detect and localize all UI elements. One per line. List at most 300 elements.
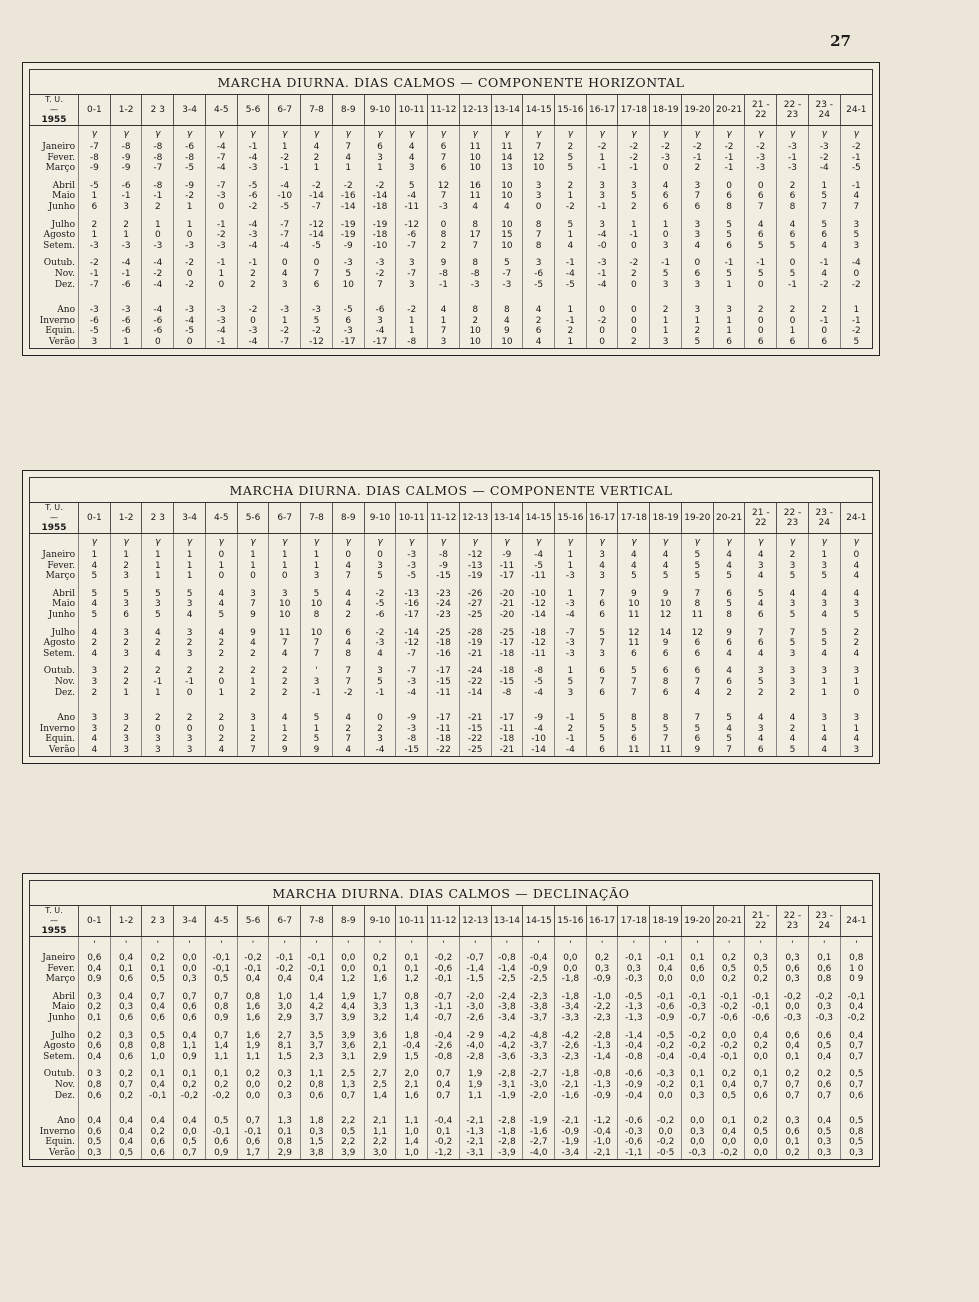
- value-cell: 10: [650, 599, 682, 610]
- hour-header: 22 - 23: [777, 906, 809, 937]
- spacer-cell: [364, 582, 396, 589]
- value-cell: -3: [396, 561, 428, 572]
- value-cell: 6: [713, 241, 745, 252]
- value-cell: -12: [459, 550, 491, 561]
- value-cell: 8: [459, 305, 491, 316]
- value-cell: 10: [491, 191, 523, 202]
- unit-symbol: γ: [428, 534, 460, 551]
- value-cell: 9: [713, 628, 745, 639]
- spacer-cell: [110, 174, 142, 181]
- page-number: 27: [830, 32, 851, 50]
- value-cell: 1: [555, 550, 587, 561]
- value-cell: 1: [586, 153, 618, 164]
- unit-symbol: γ: [142, 126, 174, 143]
- unit-symbol: ': [332, 937, 364, 954]
- value-cell: -5: [237, 181, 269, 192]
- value-cell: 0,1: [777, 1137, 809, 1148]
- spacer-cell: [555, 213, 587, 220]
- value-cell: 6: [364, 142, 396, 153]
- value-cell: 4: [269, 269, 301, 280]
- value-cell: -6: [110, 326, 142, 337]
- spacer-cell: [396, 621, 428, 628]
- spacer-cell: [30, 213, 79, 220]
- value-cell: 2: [205, 666, 237, 677]
- value-cell: 0,7: [174, 992, 206, 1003]
- value-cell: -0,6: [745, 1013, 777, 1024]
- value-cell: -2: [586, 142, 618, 153]
- spacer-cell: [459, 621, 491, 628]
- hour-header: 5-6: [237, 906, 269, 937]
- spacer-cell: [428, 1062, 460, 1069]
- tu-dash: —: [50, 916, 58, 925]
- value-cell: -4: [840, 258, 872, 269]
- value-cell: 1: [269, 561, 301, 572]
- value-cell: 0,5: [745, 964, 777, 975]
- value-cell: 0: [618, 305, 650, 316]
- value-cell: 4: [650, 550, 682, 561]
- value-cell: 0,5: [79, 1137, 111, 1148]
- hour-header: 2 3: [142, 95, 174, 126]
- value-cell: -7: [396, 269, 428, 280]
- value-cell: 4: [79, 649, 111, 660]
- value-cell: -11: [396, 202, 428, 213]
- value-cell: 3: [110, 628, 142, 639]
- value-cell: -1,8: [491, 1127, 523, 1138]
- value-cell: 6: [681, 638, 713, 649]
- spacer-cell: [681, 213, 713, 220]
- spacer-cell: [332, 621, 364, 628]
- value-cell: 0,2: [713, 953, 745, 964]
- table-row: [30, 992, 872, 1003]
- value-cell: 6: [428, 163, 460, 174]
- value-cell: 1: [237, 677, 269, 688]
- value-cell: 0,4: [269, 974, 301, 985]
- value-cell: 0,7: [777, 1080, 809, 1091]
- value-cell: 0: [269, 571, 301, 582]
- value-cell: -8: [142, 142, 174, 153]
- value-cell: 3: [650, 280, 682, 291]
- value-cell: 4: [650, 561, 682, 572]
- value-cell: 0,7: [332, 1091, 364, 1102]
- value-cell: -2: [142, 269, 174, 280]
- value-cell: 1: [396, 326, 428, 337]
- unit-symbol: γ: [332, 126, 364, 143]
- value-cell: -15: [459, 724, 491, 735]
- value-cell: -9: [110, 163, 142, 174]
- value-cell: -0,3: [681, 1148, 713, 1159]
- spacer-cell: [142, 1101, 174, 1116]
- table-row: [30, 638, 872, 649]
- value-cell: 1: [205, 561, 237, 572]
- hour-header: 3-4: [174, 503, 206, 534]
- value-cell: 1: [110, 230, 142, 241]
- value-cell: -0·5: [650, 1148, 682, 1159]
- value-cell: 10: [269, 599, 301, 610]
- value-cell: 5: [301, 589, 333, 600]
- spacer-cell: [586, 174, 618, 181]
- spacer-cell: [428, 621, 460, 628]
- spacer-cell: [301, 698, 333, 713]
- spacer-cell: [745, 1101, 777, 1116]
- value-cell: 9: [650, 589, 682, 600]
- value-cell: 6: [332, 628, 364, 639]
- table-vertical-component: [22, 470, 880, 764]
- value-cell: -4: [237, 153, 269, 164]
- unit-symbol: ': [79, 937, 111, 954]
- value-cell: 1,4: [364, 1091, 396, 1102]
- value-cell: -4: [237, 220, 269, 231]
- value-cell: 2: [618, 269, 650, 280]
- spacer-cell: [301, 659, 333, 666]
- value-cell: 0,0: [745, 1137, 777, 1148]
- value-cell: -5: [79, 181, 111, 192]
- spacer-cell: [777, 659, 809, 666]
- value-cell: 0: [142, 230, 174, 241]
- value-cell: 2,1: [396, 1080, 428, 1091]
- value-cell: -3: [396, 724, 428, 735]
- row-label: Nov.: [54, 676, 75, 687]
- value-cell: 0,4: [79, 1116, 111, 1127]
- value-cell: -2: [840, 326, 872, 337]
- value-cell: -3,8: [523, 1002, 555, 1013]
- table-row: [30, 1069, 872, 1080]
- value-cell: 0: [777, 258, 809, 269]
- spacer-cell: [840, 174, 872, 181]
- value-cell: 3: [364, 734, 396, 745]
- spacer-cell: [269, 251, 301, 258]
- value-cell: -3,9: [491, 1148, 523, 1159]
- value-cell: 1,1: [237, 1052, 269, 1063]
- value-cell: 2: [777, 688, 809, 699]
- spacer-cell: [205, 213, 237, 220]
- table-row: [30, 571, 872, 582]
- tu-year-header: [30, 503, 79, 534]
- value-cell: -5: [269, 202, 301, 213]
- hour-header: 14-15: [523, 503, 555, 534]
- spacer-cell: [713, 1101, 745, 1116]
- spacer-cell: [174, 1101, 206, 1116]
- hour-header: 18-19: [650, 503, 682, 534]
- value-cell: 0,4: [142, 1002, 174, 1013]
- value-cell: -9: [332, 241, 364, 252]
- value-cell: -20: [491, 610, 523, 621]
- value-cell: -3: [79, 241, 111, 252]
- value-cell: -2,5: [523, 974, 555, 985]
- value-cell: 1: [650, 326, 682, 337]
- value-cell: 9: [618, 589, 650, 600]
- table-title: MARCHA DIURNA. DIAS CALMOS — DECLINAÇÃO: [30, 881, 872, 906]
- value-cell: -7: [396, 649, 428, 660]
- value-cell: 0,5: [713, 1091, 745, 1102]
- unit-symbol: γ: [523, 534, 555, 551]
- value-cell: -2: [332, 688, 364, 699]
- value-cell: 9: [237, 628, 269, 639]
- value-cell: 10: [459, 326, 491, 337]
- unit-symbol: ': [174, 937, 206, 954]
- value-cell: 0,1: [396, 964, 428, 975]
- value-cell: -7: [269, 220, 301, 231]
- value-cell: 0,6: [840, 1091, 872, 1102]
- value-cell: 2: [269, 688, 301, 699]
- value-cell: -2,1: [555, 1080, 587, 1091]
- row-label: Setem.: [43, 240, 75, 251]
- value-cell: 4: [205, 745, 237, 756]
- spacer-cell: [777, 582, 809, 589]
- spacer-cell: [745, 1024, 777, 1031]
- value-cell: 3,0: [364, 1148, 396, 1159]
- row-label: Verão: [48, 1147, 75, 1158]
- value-cell: -4: [174, 316, 206, 327]
- value-cell: 5: [618, 571, 650, 582]
- value-cell: -3,7: [523, 1013, 555, 1024]
- value-cell: -1: [555, 734, 587, 745]
- value-cell: -0,6: [618, 1069, 650, 1080]
- spacer-cell: [110, 698, 142, 713]
- value-cell: 3: [174, 628, 206, 639]
- value-cell: 0,7: [237, 1116, 269, 1127]
- value-cell: 2: [745, 305, 777, 316]
- spacer-cell: [30, 1024, 79, 1031]
- table-row: [30, 1031, 872, 1042]
- unit-symbol: γ: [745, 126, 777, 143]
- value-cell: 6: [586, 688, 618, 699]
- value-cell: 1: [808, 724, 840, 735]
- table-row: [30, 305, 872, 316]
- spacer-cell: [808, 1062, 840, 1069]
- spacer-cell: [523, 582, 555, 589]
- value-cell: -9: [396, 713, 428, 724]
- hour-header: 6-7: [269, 95, 301, 126]
- value-cell: -12: [396, 638, 428, 649]
- value-cell: 3: [840, 745, 872, 756]
- unit-symbol: ': [681, 937, 713, 954]
- value-cell: 7: [332, 666, 364, 677]
- value-cell: -4: [269, 241, 301, 252]
- unit-row: [30, 534, 872, 551]
- spacer-cell: [840, 985, 872, 992]
- value-cell: 6: [681, 202, 713, 213]
- spacer-cell: [618, 1062, 650, 1069]
- spacer-cell: [30, 1101, 79, 1116]
- value-cell: -7: [269, 337, 301, 348]
- value-cell: -5: [396, 571, 428, 582]
- value-cell: 1: [555, 666, 587, 677]
- value-cell: 1,1: [364, 1127, 396, 1138]
- unit-symbol: γ: [808, 126, 840, 143]
- value-cell: 5: [618, 666, 650, 677]
- value-cell: 0,4: [110, 1116, 142, 1127]
- value-cell: -1,3: [586, 1080, 618, 1091]
- spacer-cell: [364, 213, 396, 220]
- value-cell: 3,6: [364, 1031, 396, 1042]
- hour-header: 11-12: [428, 906, 460, 937]
- value-cell: -14: [301, 191, 333, 202]
- value-cell: -3: [650, 153, 682, 164]
- value-cell: 0: [364, 550, 396, 561]
- spacer-cell: [428, 582, 460, 589]
- value-cell: 3: [364, 666, 396, 677]
- value-cell: 2: [555, 142, 587, 153]
- value-cell: -18: [491, 649, 523, 660]
- spacer-cell: [30, 621, 79, 628]
- row-label: Equin.: [45, 1137, 75, 1148]
- value-cell: -0,1: [745, 1002, 777, 1013]
- value-cell: -6: [110, 181, 142, 192]
- value-cell: 11: [618, 610, 650, 621]
- value-cell: 10: [301, 628, 333, 639]
- value-cell: 0,0: [237, 1091, 269, 1102]
- value-cell: 5: [555, 163, 587, 174]
- value-cell: 1,6: [396, 1091, 428, 1102]
- value-cell: -5: [555, 280, 587, 291]
- value-cell: 0,1: [142, 964, 174, 975]
- value-cell: 5: [777, 610, 809, 621]
- spacer-cell: [332, 174, 364, 181]
- spacer-cell: [30, 251, 79, 258]
- value-cell: 4: [332, 745, 364, 756]
- hour-header: 11-12: [428, 95, 460, 126]
- value-cell: -0,6: [618, 1137, 650, 1148]
- value-cell: -0,4: [681, 1052, 713, 1063]
- spacer-cell: [237, 1024, 269, 1031]
- value-cell: -0,1: [142, 1091, 174, 1102]
- spacer-cell: [745, 659, 777, 666]
- value-cell: -3: [174, 305, 206, 316]
- value-cell: -3: [237, 230, 269, 241]
- value-cell: 1: [555, 191, 587, 202]
- spacer-cell: [808, 1101, 840, 1116]
- value-cell: -1,9: [491, 1091, 523, 1102]
- value-cell: 10: [491, 181, 523, 192]
- value-cell: 0: [301, 258, 333, 269]
- spacer-cell: [30, 659, 79, 666]
- value-cell: -0,4: [523, 953, 555, 964]
- value-cell: -3: [79, 305, 111, 316]
- value-cell: 3: [79, 713, 111, 724]
- spacer-cell: [745, 251, 777, 258]
- value-cell: 5: [808, 220, 840, 231]
- value-cell: -1,8: [555, 1069, 587, 1080]
- value-cell: 0,3: [301, 1127, 333, 1138]
- value-cell: 0,1: [174, 1069, 206, 1080]
- value-cell: -0,2: [681, 1041, 713, 1052]
- spacer-cell: [269, 213, 301, 220]
- spacer-cell: [428, 174, 460, 181]
- value-cell: 5: [205, 610, 237, 621]
- spacer-cell: [174, 698, 206, 713]
- value-cell: 5: [142, 610, 174, 621]
- value-cell: 0,5: [205, 974, 237, 985]
- value-cell: -22: [428, 745, 460, 756]
- value-cell: -1: [301, 688, 333, 699]
- table-row: [30, 230, 872, 241]
- value-cell: 0,3: [745, 953, 777, 964]
- spacer-cell: [491, 621, 523, 628]
- value-cell: 9: [650, 638, 682, 649]
- unit-symbol: ': [110, 937, 142, 954]
- hour-header: 16-17: [586, 906, 618, 937]
- value-cell: 7: [745, 202, 777, 213]
- value-cell: 6: [808, 230, 840, 241]
- table-row: [30, 550, 872, 561]
- value-cell: 0,4: [110, 953, 142, 964]
- spacer-cell: [332, 1024, 364, 1031]
- spacer-cell: [428, 290, 460, 305]
- value-cell: 4: [269, 649, 301, 660]
- value-cell: -0,1: [650, 953, 682, 964]
- value-cell: -1,3: [586, 1041, 618, 1052]
- value-cell: -25: [428, 628, 460, 639]
- value-cell: 5: [681, 571, 713, 582]
- spacer-cell: [713, 985, 745, 992]
- spacer-cell: [681, 290, 713, 305]
- header-row: [30, 95, 872, 126]
- value-cell: -4: [555, 610, 587, 621]
- value-cell: 4: [840, 561, 872, 572]
- spacer-cell: [650, 659, 682, 666]
- value-cell: -12: [301, 337, 333, 348]
- value-cell: 3: [840, 220, 872, 231]
- value-cell: 1: [650, 220, 682, 231]
- value-cell: 0,3: [586, 964, 618, 975]
- value-cell: 7: [586, 677, 618, 688]
- spacer-cell: [142, 621, 174, 628]
- value-cell: -4,0: [459, 1041, 491, 1052]
- hour-header: 16-17: [586, 95, 618, 126]
- value-cell: 14: [650, 628, 682, 639]
- value-cell: -1,3: [618, 1013, 650, 1024]
- value-cell: -2: [174, 191, 206, 202]
- value-cell: -2,0: [523, 1091, 555, 1102]
- spacer-cell: [142, 985, 174, 992]
- spacer-cell: [713, 1062, 745, 1069]
- spacer-cell: [459, 213, 491, 220]
- value-cell: 0,8: [396, 992, 428, 1003]
- spacer-cell: [618, 213, 650, 220]
- spacer-cell: [491, 251, 523, 258]
- value-cell: 3,0: [269, 1002, 301, 1013]
- value-cell: 6: [650, 202, 682, 213]
- value-cell: -3: [301, 305, 333, 316]
- value-cell: 0,2: [777, 1148, 809, 1159]
- value-cell: -17: [491, 713, 523, 724]
- value-cell: 1,5: [269, 1052, 301, 1063]
- value-cell: -8: [396, 734, 428, 745]
- row-label: Verão: [48, 744, 75, 755]
- value-cell: -2: [79, 258, 111, 269]
- value-cell: 1: [396, 316, 428, 327]
- table-row: [30, 561, 872, 572]
- spacer-cell: [332, 1101, 364, 1116]
- spacer-cell: [269, 1062, 301, 1069]
- value-cell: -2: [174, 280, 206, 291]
- spacer-cell: [364, 1062, 396, 1069]
- value-cell: 5: [586, 628, 618, 639]
- value-cell: 5: [586, 724, 618, 735]
- value-cell: 2: [269, 677, 301, 688]
- value-cell: 0,2: [745, 974, 777, 985]
- value-cell: -0,2: [237, 953, 269, 964]
- value-cell: -21: [491, 745, 523, 756]
- value-cell: 3: [142, 745, 174, 756]
- value-cell: 1,5: [396, 1052, 428, 1063]
- value-cell: 1: [110, 550, 142, 561]
- value-cell: 2,7: [364, 1069, 396, 1080]
- value-cell: 4: [808, 734, 840, 745]
- value-cell: 0: [174, 688, 206, 699]
- value-cell: 0,1: [205, 1069, 237, 1080]
- spacer-cell: [396, 659, 428, 666]
